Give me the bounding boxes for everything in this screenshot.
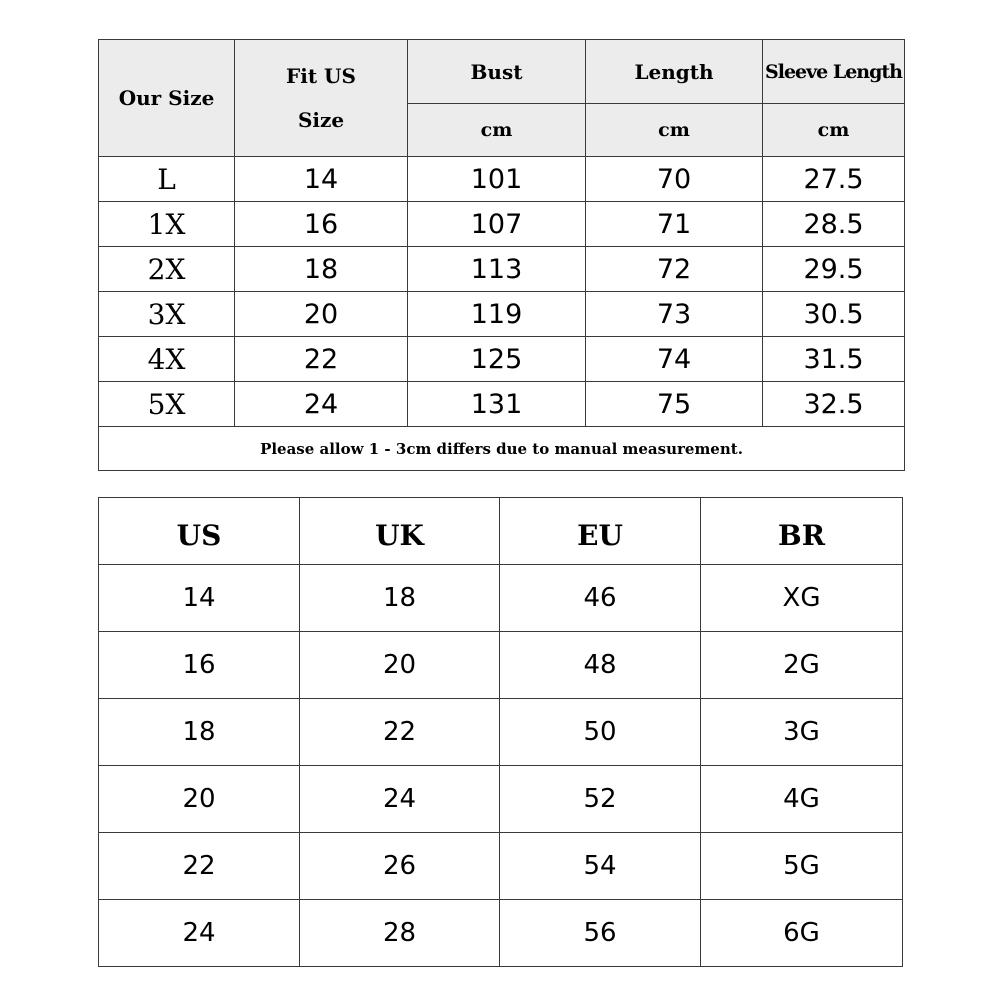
length-cell: 74	[586, 337, 763, 382]
table-row	[99, 337, 905, 382]
our-size-cell: 5X	[99, 382, 235, 427]
eu-cell: 54	[500, 833, 701, 900]
length-cell: 73	[586, 292, 763, 337]
sleeve-cell: 30.5	[763, 292, 905, 337]
us-cell: 16	[99, 632, 300, 699]
sleeve-cell: 31.5	[763, 337, 905, 382]
us-cell: 22	[99, 833, 300, 900]
uk-cell: 20	[300, 632, 500, 699]
length-cell: 71	[586, 202, 763, 247]
us-cell: 14	[99, 565, 300, 632]
bust-cell: 119	[408, 292, 586, 337]
sleeve-cell: 28.5	[763, 202, 905, 247]
us-cell: 18	[99, 699, 300, 766]
table-row	[99, 900, 903, 967]
table-row	[99, 247, 905, 292]
eu-cell: 48	[500, 632, 701, 699]
table-row	[99, 202, 905, 247]
length-cell: 70	[586, 157, 763, 202]
bust-cell: 125	[408, 337, 586, 382]
bust-cell: 107	[408, 202, 586, 247]
table-row	[99, 382, 905, 427]
header-length: Length	[586, 40, 763, 104]
br-cell: 4G	[701, 766, 903, 833]
br-cell: 2G	[701, 632, 903, 699]
table-row	[99, 833, 903, 900]
header-bust: Bust	[408, 40, 586, 104]
header-our-size: Our Size	[99, 40, 235, 157]
uk-cell: 24	[300, 766, 500, 833]
fit-us-cell: 24	[235, 382, 408, 427]
eu-cell: 46	[500, 565, 701, 632]
us-cell: 20	[99, 766, 300, 833]
our-size-cell: 4X	[99, 337, 235, 382]
uk-cell: 18	[300, 565, 500, 632]
our-size-cell: 1X	[99, 202, 235, 247]
sleeve-cell: 29.5	[763, 247, 905, 292]
eu-cell: 52	[500, 766, 701, 833]
measurement-note: Please allow 1 - 3cm differs due to manual measurement.	[99, 427, 905, 471]
br-cell: 3G	[701, 699, 903, 766]
br-cell: XG	[701, 565, 903, 632]
sleeve-cell: 27.5	[763, 157, 905, 202]
fit-us-cell: 18	[235, 247, 408, 292]
unit-bust: cm	[408, 104, 586, 157]
br-cell: 6G	[701, 900, 903, 967]
header-fit-us-size	[235, 40, 408, 157]
uk-cell: 28	[300, 900, 500, 967]
header-uk: UK	[300, 498, 500, 565]
unit-sleeve: cm	[763, 104, 905, 157]
header-fit-us-line2: Size	[297, 108, 345, 132]
size-chart-table	[98, 39, 905, 471]
our-size-cell: 2X	[99, 247, 235, 292]
table-row	[99, 292, 905, 337]
fit-us-cell: 14	[235, 157, 408, 202]
header-eu: EU	[500, 498, 701, 565]
eu-cell: 50	[500, 699, 701, 766]
header-fit-us-line1: Fit US	[286, 64, 356, 88]
our-size-cell: 3X	[99, 292, 235, 337]
size-conversion-table	[98, 497, 903, 967]
bust-cell: 131	[408, 382, 586, 427]
table-row	[99, 157, 905, 202]
uk-cell: 26	[300, 833, 500, 900]
table-row	[99, 766, 903, 833]
eu-cell: 56	[500, 900, 701, 967]
fit-us-cell: 22	[235, 337, 408, 382]
table-row	[99, 699, 903, 766]
length-cell: 75	[586, 382, 763, 427]
sleeve-cell: 32.5	[763, 382, 905, 427]
br-cell: 5G	[701, 833, 903, 900]
table-row	[99, 565, 903, 632]
unit-length: cm	[586, 104, 763, 157]
fit-us-cell: 16	[235, 202, 408, 247]
bust-cell: 113	[408, 247, 586, 292]
header-br: BR	[701, 498, 903, 565]
header-us: US	[99, 498, 300, 565]
uk-cell: 22	[300, 699, 500, 766]
header-sleeve-length: Sleeve Length	[763, 40, 905, 104]
bust-cell: 101	[408, 157, 586, 202]
table-row	[99, 632, 903, 699]
us-cell: 24	[99, 900, 300, 967]
our-size-cell: L	[99, 157, 235, 202]
length-cell: 72	[586, 247, 763, 292]
fit-us-cell: 20	[235, 292, 408, 337]
